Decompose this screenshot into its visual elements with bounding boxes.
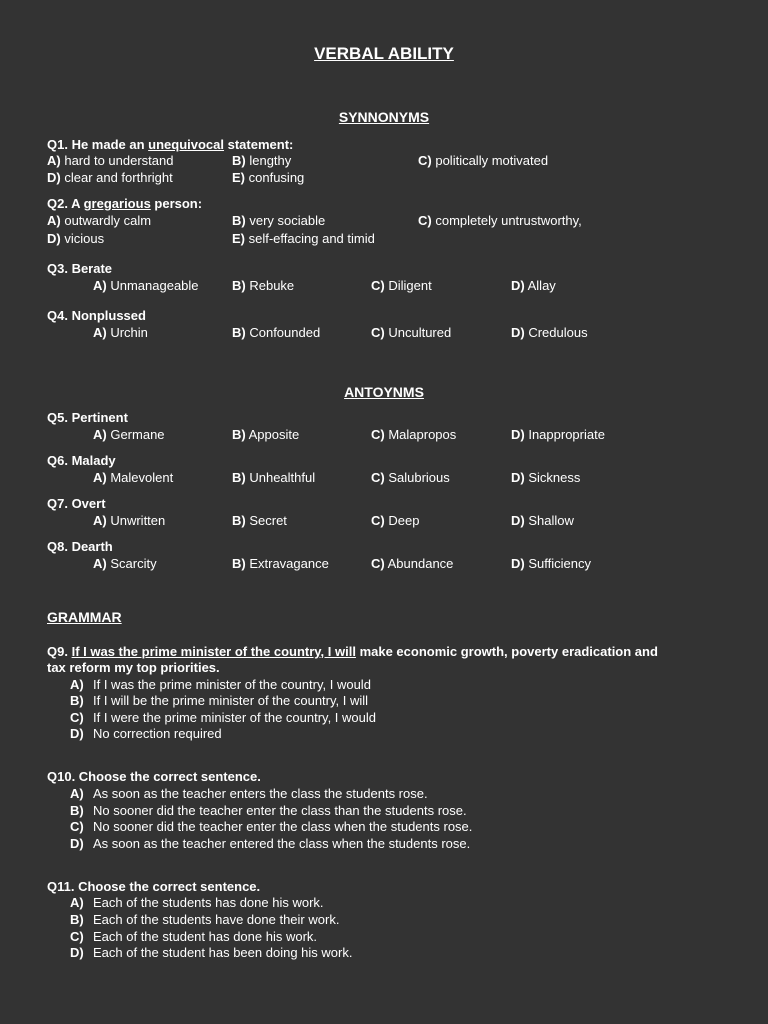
q11-option-b[interactable]: B) Each of the students have done their work. bbox=[70, 912, 340, 927]
question-11: Q11. Choose the correct sentence. bbox=[47, 879, 261, 894]
q8-option-b[interactable]: B) Extravagance bbox=[232, 556, 329, 571]
section-heading-grammar: GRAMMAR bbox=[47, 609, 122, 625]
question-2: Q2. A gregarious person: bbox=[47, 196, 203, 211]
q10-option-a[interactable]: A) As soon as the teacher enters the class the students rose. bbox=[70, 786, 428, 801]
question-5: Q5. Pertinent bbox=[47, 410, 128, 425]
question-8: Q8. Dearth bbox=[47, 539, 113, 554]
question-3: Q3. Berate bbox=[47, 261, 113, 276]
q5-option-a[interactable]: A) Germane bbox=[93, 427, 165, 442]
q3-option-c[interactable]: C) Diligent bbox=[371, 278, 432, 293]
q2-option-e[interactable]: E) self-effacing and timid bbox=[232, 231, 375, 246]
q11-option-c[interactable]: C) Each of the student has done his work. bbox=[70, 929, 318, 944]
q4-option-a[interactable]: A) Urchin bbox=[93, 325, 148, 340]
q8-option-c[interactable]: C) Abundance bbox=[371, 556, 454, 571]
q1-option-c[interactable]: C) politically motivated bbox=[418, 153, 549, 168]
q1-option-d[interactable]: D) clear and forthright bbox=[47, 170, 173, 185]
q11-option-a[interactable]: A) Each of the students has done his work. bbox=[70, 895, 324, 910]
q8-option-a[interactable]: A) Scarcity bbox=[93, 556, 157, 571]
q6-option-d[interactable]: D) Sickness bbox=[511, 470, 581, 485]
q10-option-b[interactable]: B) No sooner did the teacher enter the class than the students rose. bbox=[70, 803, 467, 818]
q7-option-c[interactable]: C) Deep bbox=[371, 513, 420, 528]
q11-option-d[interactable]: D) Each of the student has been doing his work. bbox=[70, 945, 353, 960]
q4-option-c[interactable]: C) Uncultured bbox=[371, 325, 452, 340]
q1-option-e[interactable]: E) confusing bbox=[232, 170, 305, 185]
q8-option-d[interactable]: D) Sufficiency bbox=[511, 556, 591, 571]
q7-option-d[interactable]: D) Shallow bbox=[511, 513, 574, 528]
q5-option-b[interactable]: B) Apposite bbox=[232, 427, 300, 442]
q2-option-a[interactable]: A) outwardly calm bbox=[47, 213, 152, 228]
section-heading-antonyms: ANTOYNMS bbox=[344, 384, 424, 400]
q2-option-c[interactable]: C) completely untrustworthy, bbox=[418, 213, 582, 228]
q9-option-b[interactable]: B) If I will be the prime minister of the country, I will bbox=[70, 693, 369, 708]
q9-option-d[interactable]: D) No correction required bbox=[70, 726, 222, 741]
q1-option-b[interactable]: B) lengthy bbox=[232, 153, 292, 168]
q9-option-c[interactable]: C) If I were the prime minister of the country, I would bbox=[70, 710, 376, 725]
q3-option-a[interactable]: A) Unmanageable bbox=[93, 278, 199, 293]
question-4: Q4. Nonplussed bbox=[47, 308, 146, 323]
q2-option-b[interactable]: B) very sociable bbox=[232, 213, 326, 228]
q2-option-d[interactable]: D) vicious bbox=[47, 231, 105, 246]
q3-option-d[interactable]: D) Allay bbox=[511, 278, 556, 293]
question-6: Q6. Malady bbox=[47, 453, 116, 468]
question-10: Q10. Choose the correct sentence. bbox=[47, 769, 261, 784]
q4-option-d[interactable]: D) Credulous bbox=[511, 325, 588, 340]
q7-option-a[interactable]: A) Unwritten bbox=[93, 513, 166, 528]
q6-option-a[interactable]: A) Malevolent bbox=[93, 470, 174, 485]
question-9-line-2: tax reform my top priorities. bbox=[47, 660, 220, 675]
section-heading-synonyms: SYNNONYMS bbox=[338, 109, 430, 125]
q10-option-c[interactable]: C) No sooner did the teacher enter the class when the students rose. bbox=[70, 819, 473, 834]
question-1: Q1. He made an unequivocal statement: bbox=[47, 137, 294, 152]
q3-option-b[interactable]: B) Rebuke bbox=[232, 278, 295, 293]
q6-option-b[interactable]: B) Unhealthful bbox=[232, 470, 316, 485]
q4-option-b[interactable]: B) Confounded bbox=[232, 325, 321, 340]
question-7: Q7. Overt bbox=[47, 496, 106, 511]
q5-option-c[interactable]: C) Malapropos bbox=[371, 427, 457, 442]
q6-option-c[interactable]: C) Salubrious bbox=[371, 470, 450, 485]
q7-option-b[interactable]: B) Secret bbox=[232, 513, 287, 528]
page-title: VERBAL ABILITY bbox=[314, 44, 454, 63]
q10-option-d[interactable]: D) As soon as the teacher entered the class when the students rose. bbox=[70, 836, 471, 851]
question-9: Q9. If I was the prime minister of the country, I will make economic growth, poverty eradication and bbox=[47, 644, 658, 659]
q1-option-a[interactable]: A) hard to understand bbox=[47, 153, 174, 168]
q9-option-a[interactable]: A) If I was the prime minister of the country, I would bbox=[70, 677, 371, 692]
q5-option-d[interactable]: D) Inappropriate bbox=[511, 427, 605, 442]
